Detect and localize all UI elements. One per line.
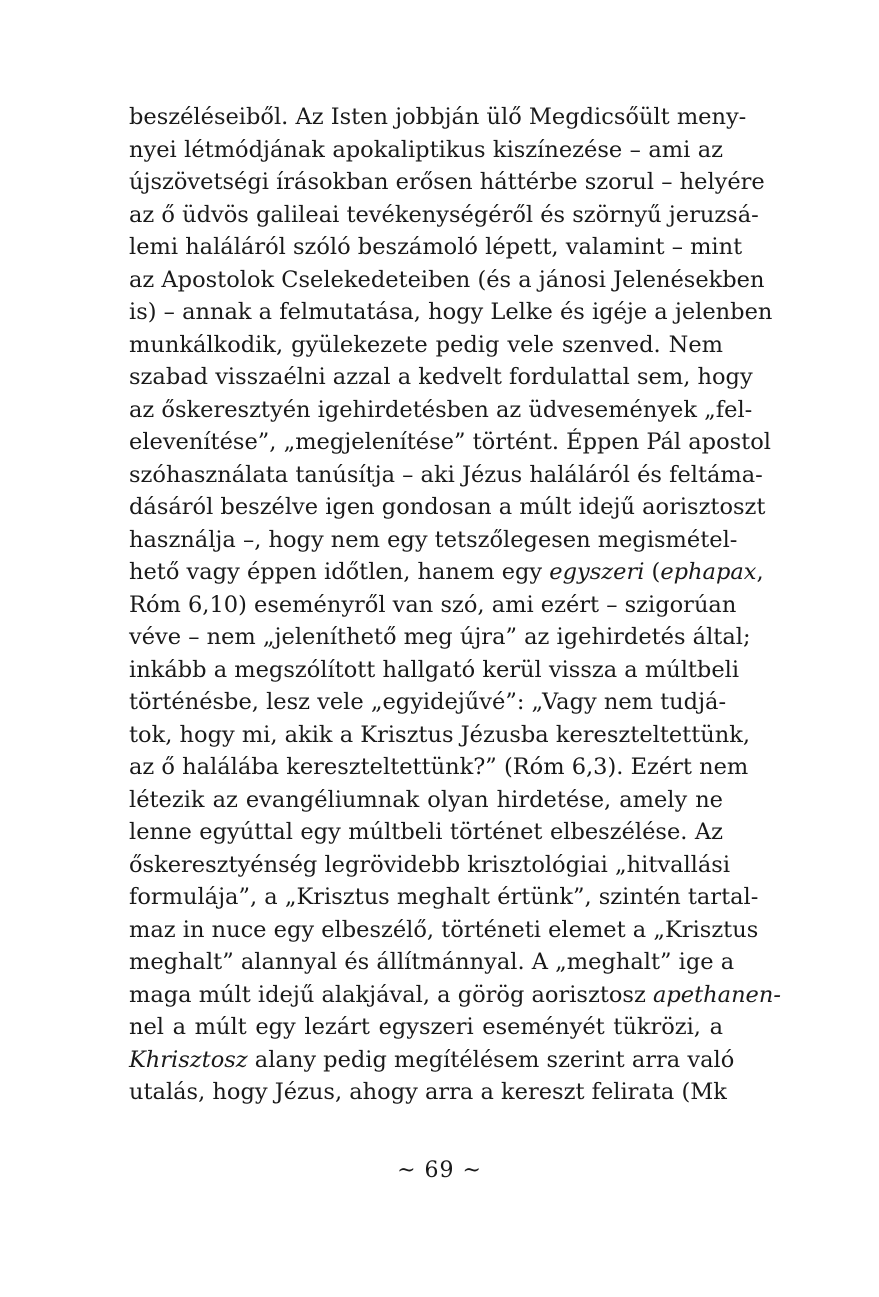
text-line: formulája”, a „Krisztus meghalt értünk”, szintén tartal- bbox=[129, 884, 759, 910]
text-run: hető vagy éppen időtlen, hanem egy bbox=[129, 559, 550, 585]
text-line: őskeresztyénség legrövidebb krisztológiai „hitvallási bbox=[129, 851, 731, 878]
italic-term: Khrisztosz bbox=[129, 1046, 248, 1073]
italic-term: ephapax bbox=[660, 559, 757, 585]
text-line: újszövetségi írásokban erősen háttérbe szorul – helyére bbox=[129, 169, 765, 195]
text-line: tok, hogy mi, akik a Krisztus Jézusba kereszteltettünk, bbox=[129, 721, 751, 748]
text-line: Róm 6,10) eseményről van szó, ami ezért – szigorúan bbox=[129, 591, 737, 618]
page-number: ~ 69 ~ bbox=[397, 1158, 482, 1183]
text-line: véve – nem „jeleníthető meg újra” az igehirdetés által; bbox=[129, 624, 751, 650]
text-line: történésbe, lesz vele „egyidejűvé”: „Vagy nem tudjá- bbox=[129, 689, 727, 715]
text-line bbox=[129, 1039, 735, 1073]
text-line: beszéléseiből. Az Isten jobbján ülő Megdicsőült meny- bbox=[129, 104, 747, 130]
text-line bbox=[129, 974, 781, 1008]
text-line: is) – annak a felmutatása, hogy Lelke és igéje a jelenben bbox=[129, 299, 773, 325]
text-line: létezik az evangéliumnak olyan hirdetése, amely ne bbox=[129, 786, 723, 813]
text-line: maz in nuce egy elbeszélő, történeti elemet a „Krisztus bbox=[129, 916, 759, 943]
text-run: maga múlt idejű alakjával, a görög aorisztosz bbox=[129, 981, 653, 1008]
text-line: szóhasználata tanúsítja – aki Jézus haláláról és feltáma- bbox=[129, 461, 763, 488]
text-line: lemi haláláról szóló beszámoló lépett, valamint – mint bbox=[129, 234, 743, 260]
italic-term: egyszeri bbox=[549, 559, 645, 585]
text-line: lenne egyúttal egy múltbeli történet elbeszélése. Az bbox=[129, 819, 723, 845]
text-line: szabad visszaélni azzal a kedvelt fordulattal sem, hogy bbox=[129, 364, 753, 390]
text-line: nel a múlt egy lezárt egyszeri eseményét tükrözi, a bbox=[129, 1014, 723, 1040]
text-line: inkább a megszólított hallgató kerül vissza a múltbeli bbox=[129, 656, 740, 683]
text-line: utalás, hogy Jézus, ahogy arra a kereszt felirata (Mk bbox=[129, 1079, 727, 1105]
text-line: az ő halálába kereszteltettünk?” (Róm 6,3). Ezért nem bbox=[129, 754, 749, 780]
text-run: alany pedig megítélésem szerint arra való bbox=[247, 1046, 735, 1073]
text-line: az Apostolok Cselekedeteiben (és a jánosi Jelenésekben bbox=[129, 266, 765, 293]
text-line: az ő üdvös galileai tevékenységéről és szörnyű jeruzsá- bbox=[129, 201, 759, 228]
text-line: meghalt” alannyal és állítmánnyal. A „meghalt” ige a bbox=[129, 949, 735, 975]
body-text bbox=[129, 96, 781, 1105]
text-line: elevenítése”, „megjelenítése” történt. Éppen Pál apostol bbox=[129, 429, 771, 455]
text-line: nyei létmódjának apokaliptikus kiszínezése – ami az bbox=[129, 136, 723, 163]
text-line: munkálkodik, gyülekezete pedig vele szenved. Nem bbox=[129, 331, 723, 358]
text-run: , bbox=[756, 559, 764, 585]
text-line bbox=[129, 551, 764, 585]
text-line: az őskeresztyén igehirdetésben az üdvesemények „fel- bbox=[129, 396, 753, 423]
text-line: használja –, hogy nem egy tetszőlegesen megismétel- bbox=[129, 526, 738, 553]
text-line: dásáról beszélve igen gondosan a múlt idejű aorisztoszt bbox=[129, 494, 766, 520]
text-run: ( bbox=[644, 559, 661, 585]
italic-term: apethanen- bbox=[652, 981, 781, 1008]
